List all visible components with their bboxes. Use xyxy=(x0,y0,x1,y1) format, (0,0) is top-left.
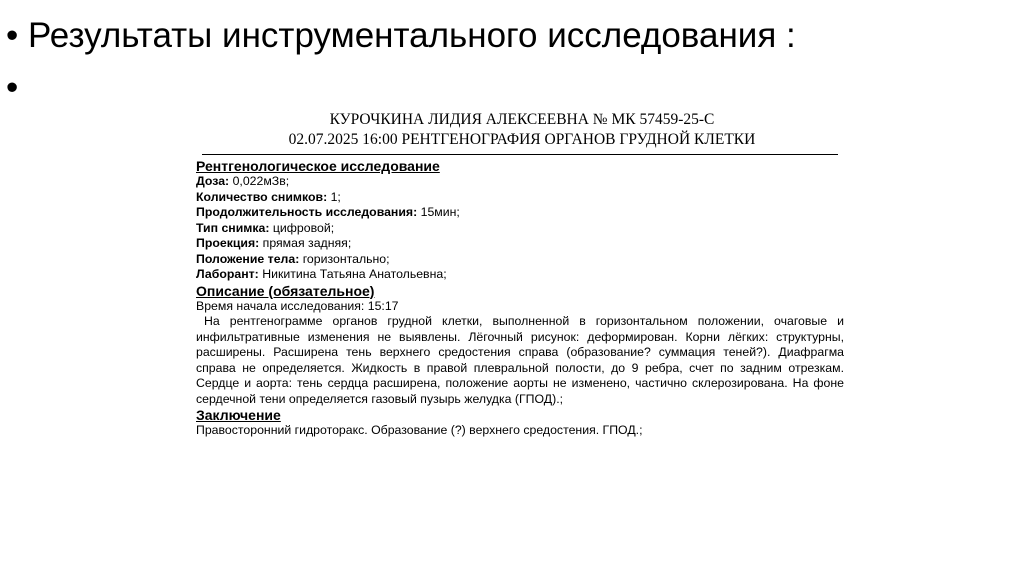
conclusion-text: Правосторонний гидроторакс. Образование (?) верхнего средостения. ГПОД.; xyxy=(196,423,643,437)
field-label: Положение тела: xyxy=(196,251,300,266)
field-label: Проекция: xyxy=(196,236,260,250)
slide-title-text: Результаты инструментального исследования : xyxy=(28,16,796,55)
slide-bullet-1 xyxy=(6,16,796,56)
scanned-report xyxy=(196,110,846,439)
field-row xyxy=(196,267,844,283)
field-value: 0,022мЗв; xyxy=(229,174,290,188)
field-label: Лаборант: xyxy=(196,267,259,281)
description-paragraph xyxy=(196,314,844,407)
report-body xyxy=(196,158,844,439)
slide-bullet-2 xyxy=(6,68,28,108)
field-value: 15мин; xyxy=(417,205,460,219)
field-value: Никитина Татьяна Анатольевна; xyxy=(258,267,447,281)
field-value: 1; xyxy=(327,189,341,204)
field-row xyxy=(196,252,844,268)
header-divider xyxy=(202,154,838,155)
field-label: Продолжительность исследования: xyxy=(196,205,418,219)
field-label: Тип снимка: xyxy=(196,220,270,235)
report-header xyxy=(202,110,842,150)
study-section-title: Рентгенологическое исследование xyxy=(196,158,440,174)
description-text: На рентгенограмме органов грудной клетки, выполненной в горизонтальном положении, очаговые и инфильтративные изменения не выявлены. Лёгочный рисунок: деформирован. Корни лёгких: структурны, расширены. Расширена тень верхнего средостения справа (образование? суммация теней?). Диафрагма справа не определяется. Жидкость в правой плевральной полости, до 9 ребра, счет по задним отрезкам. Сердце и аорта: тень сердца расширена, положение аорты не изменено, частично склерозирована. На фоне сердечной тени определяется газовый пузырь желудка (ГПОД).; xyxy=(196,314,844,406)
patient-line: КУРОЧКИНА ЛИДИЯ АЛЕКСЕЕВНА № МК 57459-25-С xyxy=(329,111,715,128)
field-value: горизонтально; xyxy=(299,251,390,266)
field-label: Доза: xyxy=(196,174,230,188)
field-value: цифровой; xyxy=(269,220,335,235)
field-row xyxy=(196,205,844,221)
field-row xyxy=(196,174,844,190)
study-line: 02.07.2025 16:00 РЕНТГЕНОГРАФИЯ ОРГАНОВ ГРУДНОЙ КЛЕТКИ xyxy=(288,131,756,148)
start-time: Время начала исследования: 15:17 xyxy=(196,298,399,313)
field-row xyxy=(196,221,844,237)
field-row xyxy=(196,190,844,206)
field-row xyxy=(196,236,844,252)
field-label: Количество снимков: xyxy=(196,189,328,204)
conclusion-section-title: Заключение xyxy=(196,407,281,423)
bullet-marker: • xyxy=(6,68,19,107)
bullet-marker: • xyxy=(6,16,19,55)
field-value: прямая задняя; xyxy=(259,236,352,250)
description-section-title: Описание (обязательное) xyxy=(196,282,375,299)
